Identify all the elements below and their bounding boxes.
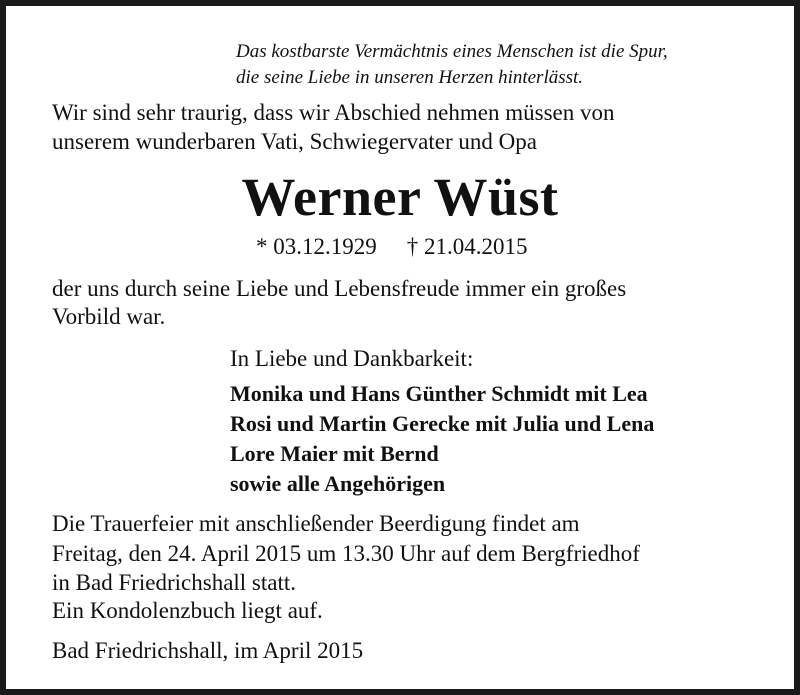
- mourners-heading: In Liebe und Dankbarkeit:: [230, 346, 474, 371]
- funeral-line-2: Freitag, den 24. April 2015 um 13.30 Uhr auf dem Bergfriedhof: [52, 541, 640, 566]
- tribute-line-2: Vorbild war.: [52, 304, 166, 329]
- motto-line-1: Das kostbarste Vermächtnis eines Menschen ist die Spur,: [236, 41, 668, 62]
- life-dates: [256, 234, 528, 260]
- mourner-name: Rosi und Martin Gerecke mit Julia und Lena: [230, 411, 655, 436]
- signoff: Bad Friedrichshall, im April 2015: [52, 638, 364, 663]
- funeral-line-1: Die Trauerfeier mit anschließender Beerdigung findet am: [52, 511, 580, 536]
- intro-line-1: Wir sind sehr traurig, dass wir Abschied nehmen müssen von: [52, 100, 615, 125]
- mourner-name: Lore Maier mit Bernd: [230, 441, 439, 466]
- funeral-line-3: in Bad Friedrichshall statt.: [52, 570, 297, 595]
- intro-line-2: unserem wunderbaren Vati, Schwiegervater und Opa: [52, 129, 537, 154]
- deceased-name: Werner Wüst: [241, 167, 559, 227]
- birth-date: * 03.12.1929: [256, 234, 377, 259]
- motto-line-2: die seine Liebe in unseren Herzen hinterlässt.: [236, 67, 584, 88]
- death-date: † 21.04.2015: [406, 234, 528, 259]
- tribute-line-1: der uns durch seine Liebe und Lebensfreude immer ein großes: [52, 276, 627, 301]
- mourner-name: sowie alle Angehörigen: [230, 471, 446, 496]
- mourner-name: Monika und Hans Günther Schmidt mit Lea: [230, 381, 648, 406]
- funeral-line-4: Ein Kondolenzbuch liegt auf.: [52, 598, 323, 623]
